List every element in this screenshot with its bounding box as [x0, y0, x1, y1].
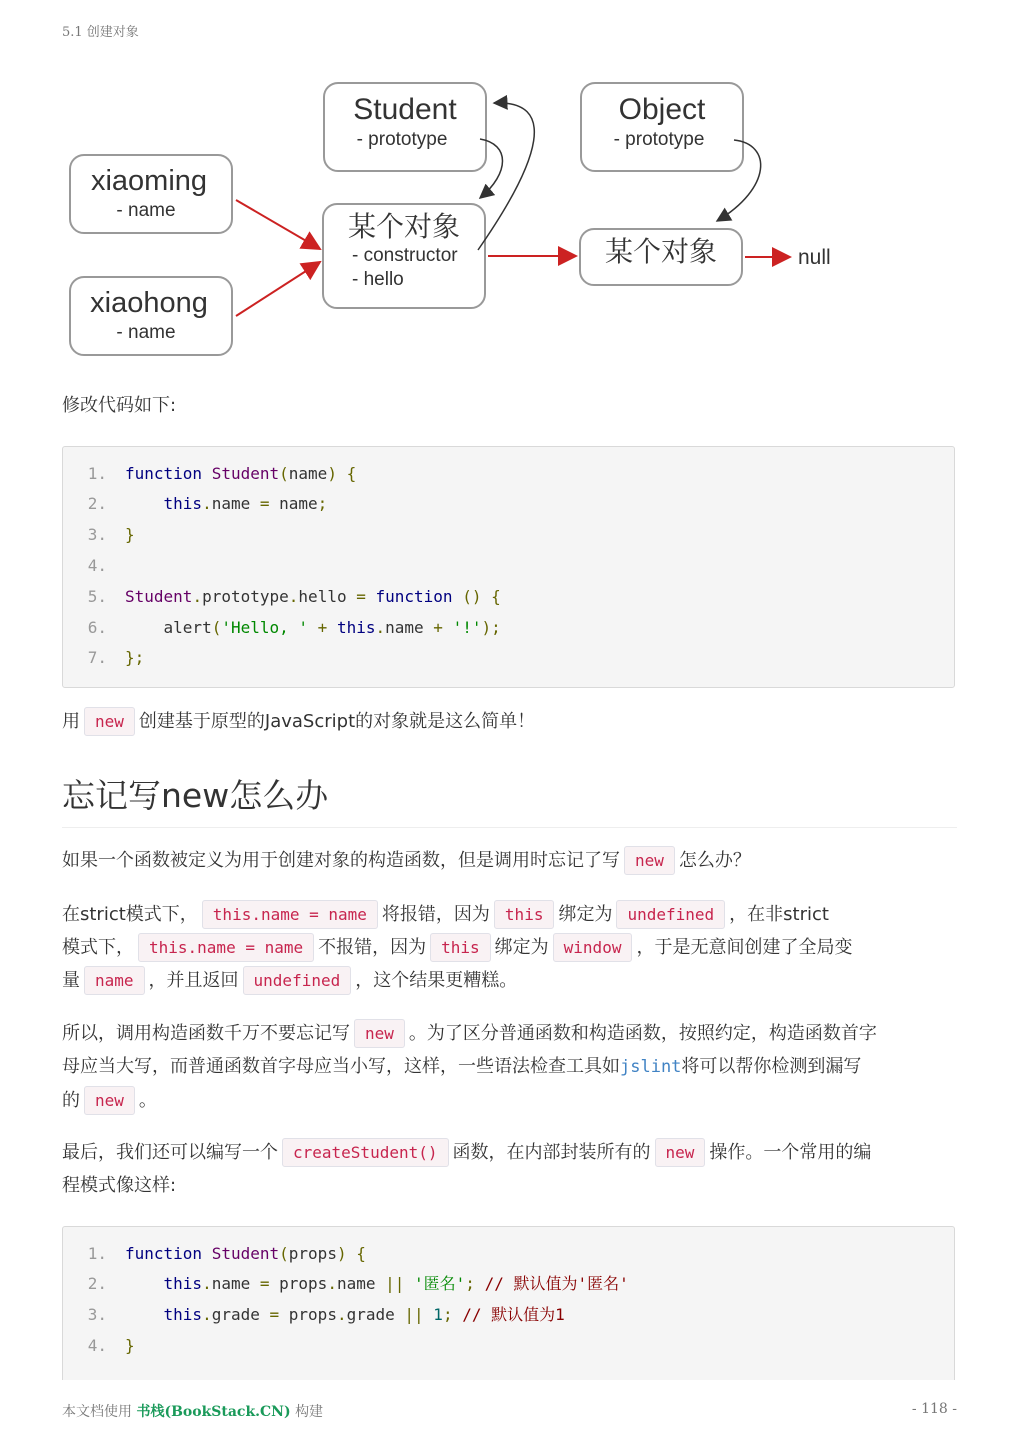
line-number: 1. — [87, 1244, 107, 1263]
inline-code: createStudent() — [282, 1138, 449, 1167]
code-line: } — [125, 525, 135, 544]
strict-mode-paragraph: 在strict模式下， this.name = name 将报错，因为 this 绑定为 undefined ，在非strict 模式下， this.name = name 不报错，因为 this 绑定为 window ，于是无意间创建了全局变 量 name ，并且返回 undefined ，这个结果更糟糕。 — [62, 898, 958, 997]
line-number: 2. — [87, 1274, 107, 1293]
inline-code: new — [624, 846, 675, 875]
inline-code: new — [354, 1019, 405, 1048]
forget-new-paragraph: 如果一个函数被定义为用于创建对象的构造函数，但是调用时忘记了写 new 怎么办？ — [62, 844, 958, 877]
null-label: null — [798, 246, 831, 269]
code-line: alert('Hello, ' + this.name + '!'); — [163, 618, 501, 637]
inline-code: this.name = name — [138, 933, 314, 962]
inline-code: undefined — [243, 966, 352, 995]
code-block-1 — [62, 446, 955, 688]
inline-code: this.name = name — [202, 900, 378, 929]
bookstack-link[interactable]: 书栈(BookStack.CN) — [136, 1404, 291, 1420]
line-number: 3. — [87, 1305, 107, 1324]
line-number: 5. — [87, 587, 107, 606]
inline-code: new — [84, 1086, 135, 1115]
object-title: Object — [618, 93, 706, 126]
heading-divider — [62, 827, 957, 828]
xiaoming-title: xiaoming — [90, 165, 208, 197]
prototype-chain-diagram — [62, 78, 842, 363]
xiaohong-title: xiaohong — [90, 287, 208, 319]
inline-code: window — [553, 933, 633, 962]
object-instance-constructor: - constructor — [352, 245, 458, 266]
xiaoming-name: - name — [116, 200, 176, 221]
line-number: 6. — [87, 618, 107, 637]
line-number: 1. — [87, 464, 107, 483]
inline-code: this — [494, 900, 555, 929]
student-prototype: - prototype — [356, 129, 448, 150]
new-summary-paragraph: 用 new 创建基于原型的JavaScript的对象就是这么简单！ — [62, 705, 958, 738]
object-prototype: - prototype — [613, 129, 705, 150]
code-line: this.name = props.name || '匿名'; // 默认值为'匿名' — [163, 1274, 629, 1293]
intro-text: 修改代码如下: — [62, 395, 177, 416]
xiaohong-name: - name — [116, 322, 176, 343]
line-number: 7. — [87, 648, 107, 667]
inline-code: this — [430, 933, 491, 962]
object-instance-title: 某个对象 — [347, 211, 461, 242]
inline-code: new — [84, 707, 135, 736]
student-title: Student — [353, 93, 457, 126]
line-number: 4. — [87, 556, 107, 575]
footer-credit: 本文档使用 书栈(BookStack.CN) 构建 — [62, 1404, 324, 1420]
naming-convention-paragraph: 所以，调用构造函数千万不要忘记写 new 。为了区分普通函数和构造函数，按照约定，构造函数首字 母应当大写，而普通函数首字母应当小写，这样，一些语法检查工具如jslint将可以帮你检测到漏写 的 new 。 — [62, 1017, 958, 1117]
code-line: this.grade = props.grade || 1; // 默认值为1 — [163, 1305, 565, 1324]
code-line: function Student(name) { — [125, 464, 357, 483]
xiaoming-arrow — [236, 200, 320, 249]
line-number: 3. — [87, 525, 107, 544]
page-number: - 118 - — [911, 1401, 957, 1417]
inline-code: undefined — [616, 900, 725, 929]
code-line: function Student(props) { — [125, 1244, 366, 1263]
jslint-link[interactable]: jslint — [620, 1057, 682, 1077]
inline-code: new — [655, 1138, 706, 1167]
xiaohong-arrow — [236, 262, 320, 316]
create-student-paragraph: 最后，我们还可以编写一个 createStudent() 函数，在内部封装所有的 new 操作。一个常用的编 程模式像这样: — [62, 1136, 958, 1202]
section-heading: 忘记写new怎么办 — [62, 776, 329, 815]
code-line: Student.prototype.hello = function () { — [125, 587, 501, 606]
code-block-2 — [62, 1226, 955, 1380]
line-number: 2. — [87, 494, 107, 513]
object-instance-hello: - hello — [352, 269, 404, 290]
code-line: this.name = name; — [163, 494, 328, 513]
line-number: 4. — [87, 1336, 107, 1355]
page-header: 5.1 创建对象 — [62, 25, 139, 40]
prototype-object-title: 某个对象 — [604, 236, 718, 267]
code-line: } — [125, 1336, 135, 1355]
intro-paragraph — [62, 389, 958, 422]
code-line: }; — [125, 648, 145, 667]
inline-code: name — [84, 966, 145, 995]
